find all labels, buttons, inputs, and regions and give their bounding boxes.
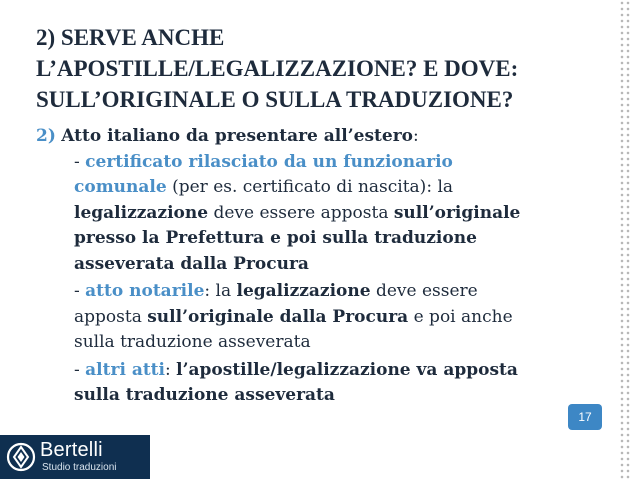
page-number-badge: 17: [568, 404, 602, 430]
section-heading: 2) Atto italiano da presentare all’estero:: [36, 126, 419, 146]
logo-name: Bertelli: [40, 439, 103, 461]
list-item: - atto notarile: la legalizzazione deve essere apposta sull’originale dalla Procura e poi anche sulla traduzione asseverata: [74, 281, 513, 352]
list-item: - certificato rilasciato da un funzionario comunale (per es. certificato di nascita): la legalizzazione deve essere apposta sull’originale presso la Prefettura e poi sulla traduzione asseverata dalla Procura: [74, 151, 521, 274]
title-line: L’APOSTILLE/LEGALIZZAZIONE? E DOVE:: [36, 56, 519, 81]
company-logo: [0, 435, 150, 479]
list-item: - altri atti: l’apostille/legalizzazione va apposta sulla traduzione asseverata: [74, 359, 518, 405]
decorative-dot-border: [619, 0, 631, 479]
bertelli-logo-icon: [6, 441, 36, 473]
title-line: 2) SERVE ANCHE: [36, 25, 225, 50]
title-line: SULL’ORIGINALE O SULLA TRADUZIONE?: [36, 87, 514, 112]
slide-title: [36, 22, 614, 115]
logo-subtitle: Studio traduzioni: [42, 462, 117, 473]
slide-body: [36, 124, 616, 409]
